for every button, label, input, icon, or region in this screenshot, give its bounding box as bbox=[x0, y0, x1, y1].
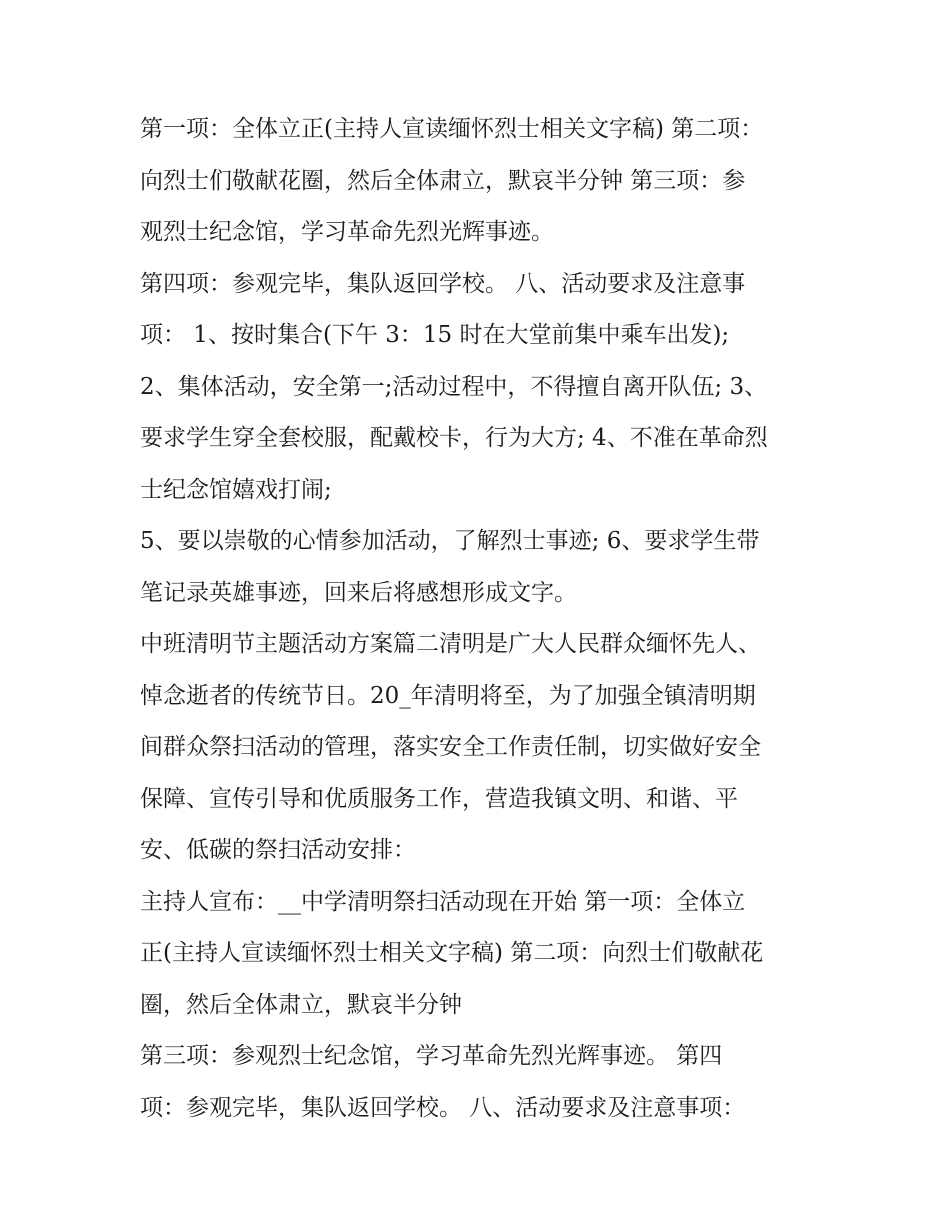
text-line: 士纪念馆嬉戏打闹; bbox=[140, 476, 332, 503]
text-line: 第三项：参观烈士纪念馆，学习革命先烈光辉事迹。 第四 bbox=[140, 1043, 723, 1069]
text-line: 中班清明节主题活动方案篇二清明是广大人民群众缅怀先人、 bbox=[140, 631, 761, 657]
text-line: 圈，然后全体肃立，默哀半分钟 bbox=[140, 991, 462, 1018]
text-line: 保障、宣传引导和优质服务工作，营造我镇文明、和谐、平 bbox=[140, 785, 738, 812]
text-line: 要求学生穿全套校服，配戴校卡，行为大方; 4、不准在革命烈 bbox=[140, 425, 768, 451]
text-line: 5、要以崇敬的心情参加活动，了解烈士事迹; 6、要求学生带 bbox=[140, 528, 760, 554]
text-line: 2、集体活动，安全第一;活动过程中，不得擅自离开队伍; 3、 bbox=[140, 373, 768, 400]
document-body bbox=[140, 104, 820, 1134]
text-line: 悼念逝者的传统节日。20_年清明将至，为了加强全镇清明期 bbox=[140, 682, 756, 709]
text-line: 笔记录英雄事迹，回来后将感想形成文字。 bbox=[140, 579, 577, 606]
text-line: 观烈士纪念馆，学习革命先烈光辉事迹。 bbox=[140, 219, 554, 245]
text-line: 主持人宣布：__中学清明祭扫活动现在开始 第一项：全体立 bbox=[140, 888, 746, 915]
text-line: 第四项：参观完毕，集队返回学校。 八、活动要求及注意事 bbox=[140, 270, 746, 297]
text-line: 向烈士们敬献花圈，然后全体肃立，默哀半分钟 第三项：参 bbox=[140, 167, 746, 194]
text-line: 安、低碳的祭扫活动安排： bbox=[140, 837, 416, 863]
text-line: 正(主持人宣读缅怀烈士相关文字稿) 第二项：向烈士们敬献花 bbox=[140, 940, 764, 966]
text-line: 第一项：全体立正(主持人宣读缅怀烈士相关文字稿) 第二项： bbox=[140, 116, 764, 142]
text-line: 间群众祭扫活动的管理，落实安全工作责任制，切实做好安全 bbox=[140, 734, 761, 760]
text-line: 项：参观完毕，集队返回学校。 八、活动要求及注意事项： bbox=[140, 1094, 746, 1121]
text-line: 项： 1、按时集合(下午 3：15 时在大堂前集中乘车出发); bbox=[140, 322, 730, 348]
